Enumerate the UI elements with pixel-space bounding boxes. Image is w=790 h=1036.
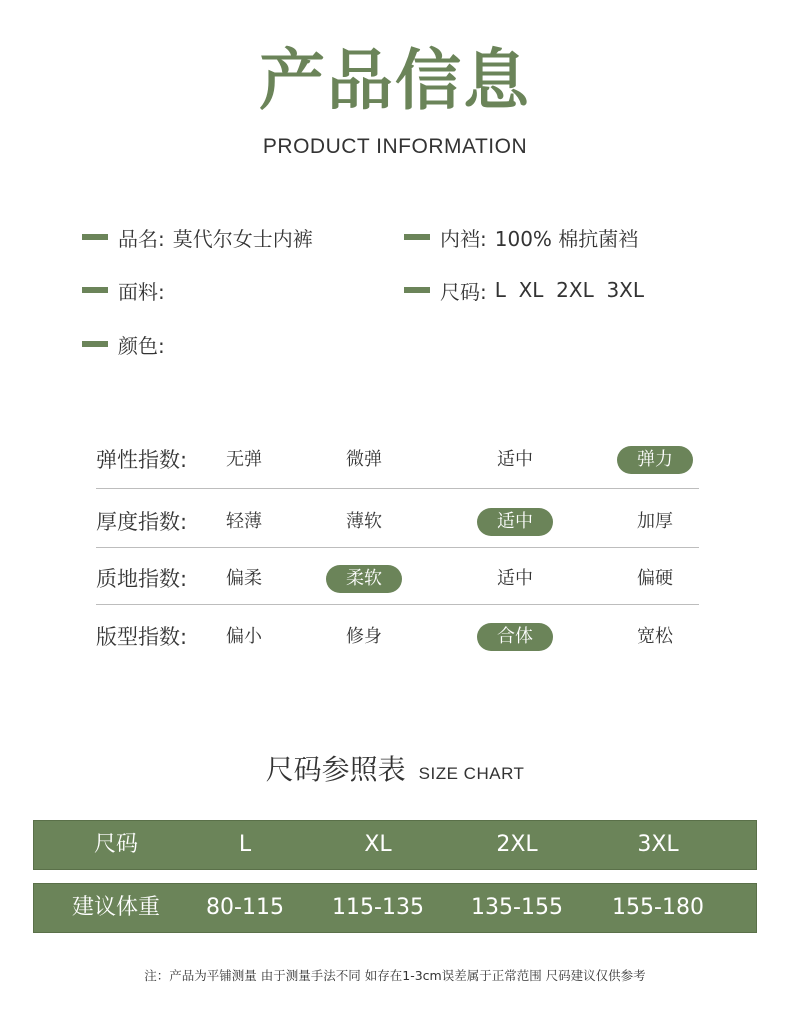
index-option: 轻薄 [226,511,262,532]
index-option-selected: 柔软 [326,565,402,593]
info-name-value: 莫代尔女士内裤 [172,226,313,251]
index-option-selected: 合体 [477,623,553,651]
index-label: 弹性指数: [96,448,188,472]
size-chart-title-en: SIZE CHART [418,764,525,783]
info-size-label: 尺码: [440,279,487,304]
info-color [82,329,173,359]
index-option: 适中 [497,568,533,589]
index-option: 宽松 [637,626,673,647]
index-option: 偏硬 [637,568,673,589]
bullet-bar-icon [404,234,430,240]
info-fabric-label: 面料: [118,279,165,304]
info-crotch-value: 100% 棉抗菌裆 [494,226,639,251]
index-option: 偏柔 [226,568,262,589]
size-chart-title [0,748,790,788]
index-option: 偏小 [226,626,262,647]
size-cell: L [238,832,252,857]
divider [96,547,699,548]
index-label: 厚度指数: [96,510,188,534]
page-title: 产品信息 [259,41,531,119]
measurement-note: 注：产品为平铺测量 由于测量手法不同 如存在1-3cm误差属于正常范围 尺码建议仅供参考 [144,968,646,983]
bullet-bar-icon [82,287,108,293]
size-cell: 2XL [496,832,538,857]
info-crotch [404,222,638,252]
info-color-label: 颜色: [118,333,165,358]
index-option-selected: 适中 [477,508,553,536]
info-size-value: L XL 2XL 3XL [494,278,645,302]
index-label: 质地指数: [96,567,188,591]
info-name-label: 品名: [118,226,165,251]
size-chart-title-cn: 尺码参照表 [265,753,406,786]
divider [96,488,699,489]
size-cell: XL [364,832,392,857]
index-option: 薄软 [346,511,382,532]
index-option: 适中 [497,449,533,470]
weight-cell: 115-135 [332,895,424,920]
weight-cell: 155-180 [612,895,704,920]
weight-row-label: 建议体重 [71,895,161,920]
divider [96,604,699,605]
info-fabric [82,275,173,305]
info-size [404,275,644,305]
index-option: 修身 [346,626,382,647]
weight-cell: 80-115 [206,895,284,920]
index-option-selected: 弹力 [617,446,693,474]
bullet-bar-icon [404,287,430,293]
index-row-thickness [96,500,699,544]
size-row [33,820,757,870]
page-subtitle: PRODUCT INFORMATION [262,135,528,158]
size-cell: 3XL [637,832,679,857]
weight-cell: 135-155 [471,895,563,920]
index-option: 无弹 [226,449,262,470]
index-option: 加厚 [637,511,673,532]
info-name [82,222,313,252]
index-row-fit [96,615,699,659]
index-row-texture [96,557,699,601]
index-row-elasticity [96,438,699,482]
size-row-label: 尺码 [93,832,139,857]
bullet-bar-icon [82,341,108,347]
info-crotch-label: 内裆: [440,226,487,251]
index-label: 版型指数: [96,625,188,649]
bullet-bar-icon [82,234,108,240]
weight-row [33,883,757,933]
index-option: 微弹 [346,449,382,470]
